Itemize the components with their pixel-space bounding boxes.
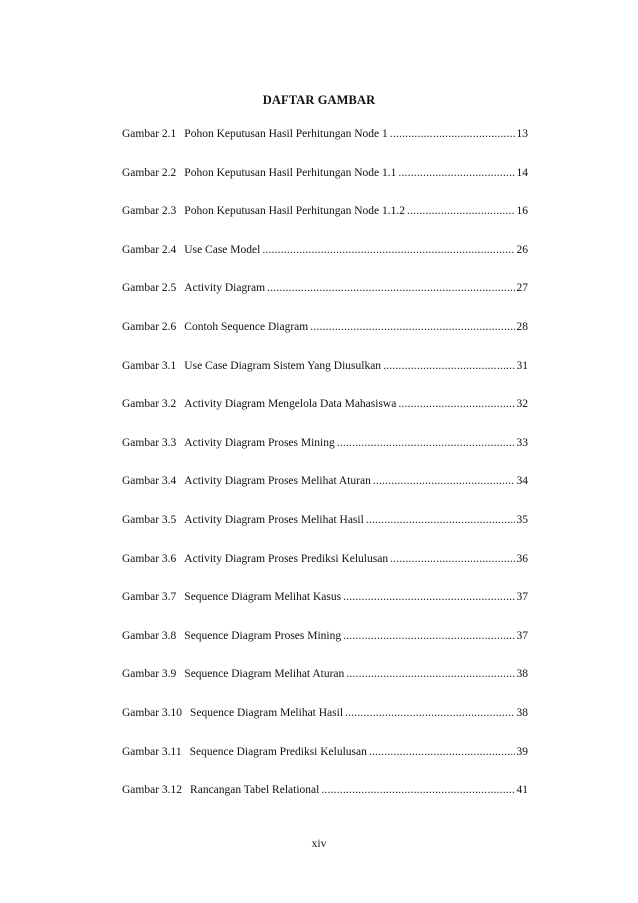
dot-leader	[407, 203, 514, 219]
figure-title: Sequence Diagram Prediksi Kelulusan	[189, 745, 367, 758]
figure-number: Gambar 3.12	[122, 784, 183, 797]
figure-list	[122, 126, 528, 821]
figure-title: Activity Diagram Proses Prediksi Kelulusan	[184, 552, 389, 565]
dot-leader	[343, 628, 514, 644]
figure-title: Contoh Sequence Diagram	[184, 320, 309, 333]
dot-leader	[343, 589, 514, 605]
figure-title: Use Case Model	[184, 243, 261, 256]
dot-leader	[398, 165, 514, 181]
toc-entry	[122, 280, 528, 319]
dot-leader	[267, 280, 514, 296]
toc-entry	[122, 126, 528, 165]
figure-number: Gambar 2.6	[122, 320, 177, 333]
figure-number: Gambar 3.8	[122, 629, 177, 642]
toc-entry	[122, 589, 528, 628]
page-ref: 28	[516, 320, 528, 333]
figure-number: Gambar 2.4	[122, 243, 177, 256]
figure-title: Rancangan Tabel Relational	[190, 784, 320, 797]
toc-entry	[122, 551, 528, 590]
figure-title: Sequence Diagram Melihat Hasil	[190, 706, 344, 719]
figure-number: Gambar 3.4	[122, 475, 177, 488]
figure-title: Use Case Diagram Sistem Yang Diusulkan	[184, 359, 382, 372]
toc-entry	[122, 203, 528, 242]
page-ref: 16	[516, 205, 528, 218]
page-ref: 35	[516, 513, 528, 526]
page-ref: 34	[516, 475, 528, 488]
figure-title: Pohon Keputusan Hasil Perhitungan Node 1.1	[184, 166, 397, 179]
toc-entry	[122, 358, 528, 397]
page-ref: 27	[516, 282, 528, 295]
toc-entry	[122, 242, 528, 281]
toc-entry	[122, 705, 528, 744]
toc-entry	[122, 319, 528, 358]
dot-leader	[366, 512, 515, 528]
dot-leader	[390, 551, 514, 567]
page-ref: 13	[516, 128, 528, 140]
toc-entry	[122, 473, 528, 512]
toc-entry	[122, 435, 528, 474]
figure-number: Gambar 3.9	[122, 668, 177, 681]
page-title: DAFTAR GAMBAR	[262, 93, 376, 107]
page-ref: 37	[516, 591, 528, 604]
page-ref: 33	[516, 436, 528, 449]
toc-entry	[122, 744, 528, 783]
figure-title: Activity Diagram	[184, 282, 266, 295]
figure-number: Gambar 3.11	[122, 745, 182, 758]
dot-leader	[346, 666, 514, 682]
dot-leader	[345, 705, 514, 721]
page-ref: 32	[516, 398, 528, 411]
page-ref: 14	[516, 166, 528, 179]
page-ref: 36	[516, 552, 528, 565]
figure-title: Activity Diagram Proses Mining	[184, 436, 335, 449]
figure-title: Sequence Diagram Melihat Aturan	[184, 668, 345, 681]
page-ref: 37	[516, 629, 528, 642]
dot-leader	[262, 242, 514, 258]
dot-leader	[321, 782, 514, 798]
dot-leader	[390, 126, 515, 142]
figure-title: Activity Diagram Mengelola Data Mahasiswa	[184, 398, 397, 411]
toc-entry	[122, 782, 528, 821]
page-ref: 26	[516, 243, 528, 256]
page-ref: 39	[516, 745, 528, 758]
figure-title: Sequence Diagram Proses Mining	[184, 629, 342, 642]
figure-number: Gambar 3.7	[122, 591, 177, 604]
figure-number: Gambar 3.3	[122, 436, 177, 449]
dot-leader	[383, 358, 514, 374]
figure-number: Gambar 2.5	[122, 282, 177, 295]
toc-entry	[122, 666, 528, 705]
figure-title: Activity Diagram Proses Melihat Aturan	[184, 475, 371, 488]
figure-number: Gambar 2.1	[122, 128, 177, 140]
figure-number: Gambar 3.5	[122, 513, 177, 526]
dot-leader	[310, 319, 514, 335]
figure-number: Gambar 3.2	[122, 398, 177, 411]
toc-entry	[122, 396, 528, 435]
figure-title: Pohon Keputusan Hasil Perhitungan Node 1.1.2	[184, 205, 406, 218]
figure-number: Gambar 3.10	[122, 706, 183, 719]
page-number: xiv	[311, 838, 327, 850]
dot-leader	[373, 473, 515, 489]
figure-title: Activity Diagram Proses Melihat Hasil	[184, 513, 364, 526]
figure-number: Gambar 3.1	[122, 359, 177, 372]
page-ref: 38	[516, 706, 528, 719]
page-ref: 38	[516, 668, 528, 681]
figure-number: Gambar 2.2	[122, 166, 177, 179]
figure-number: Gambar 3.6	[122, 552, 177, 565]
dot-leader	[337, 435, 515, 451]
dot-leader	[398, 396, 514, 412]
dot-leader	[369, 744, 515, 760]
toc-entry	[122, 512, 528, 551]
toc-entry	[122, 165, 528, 204]
figure-title: Pohon Keputusan Hasil Perhitungan Node 1	[184, 128, 388, 140]
page-ref: 41	[516, 784, 528, 797]
page-ref: 31	[516, 359, 528, 372]
figure-title: Sequence Diagram Melihat Kasus	[184, 591, 342, 604]
toc-entry	[122, 628, 528, 667]
figure-number: Gambar 2.3	[122, 205, 177, 218]
